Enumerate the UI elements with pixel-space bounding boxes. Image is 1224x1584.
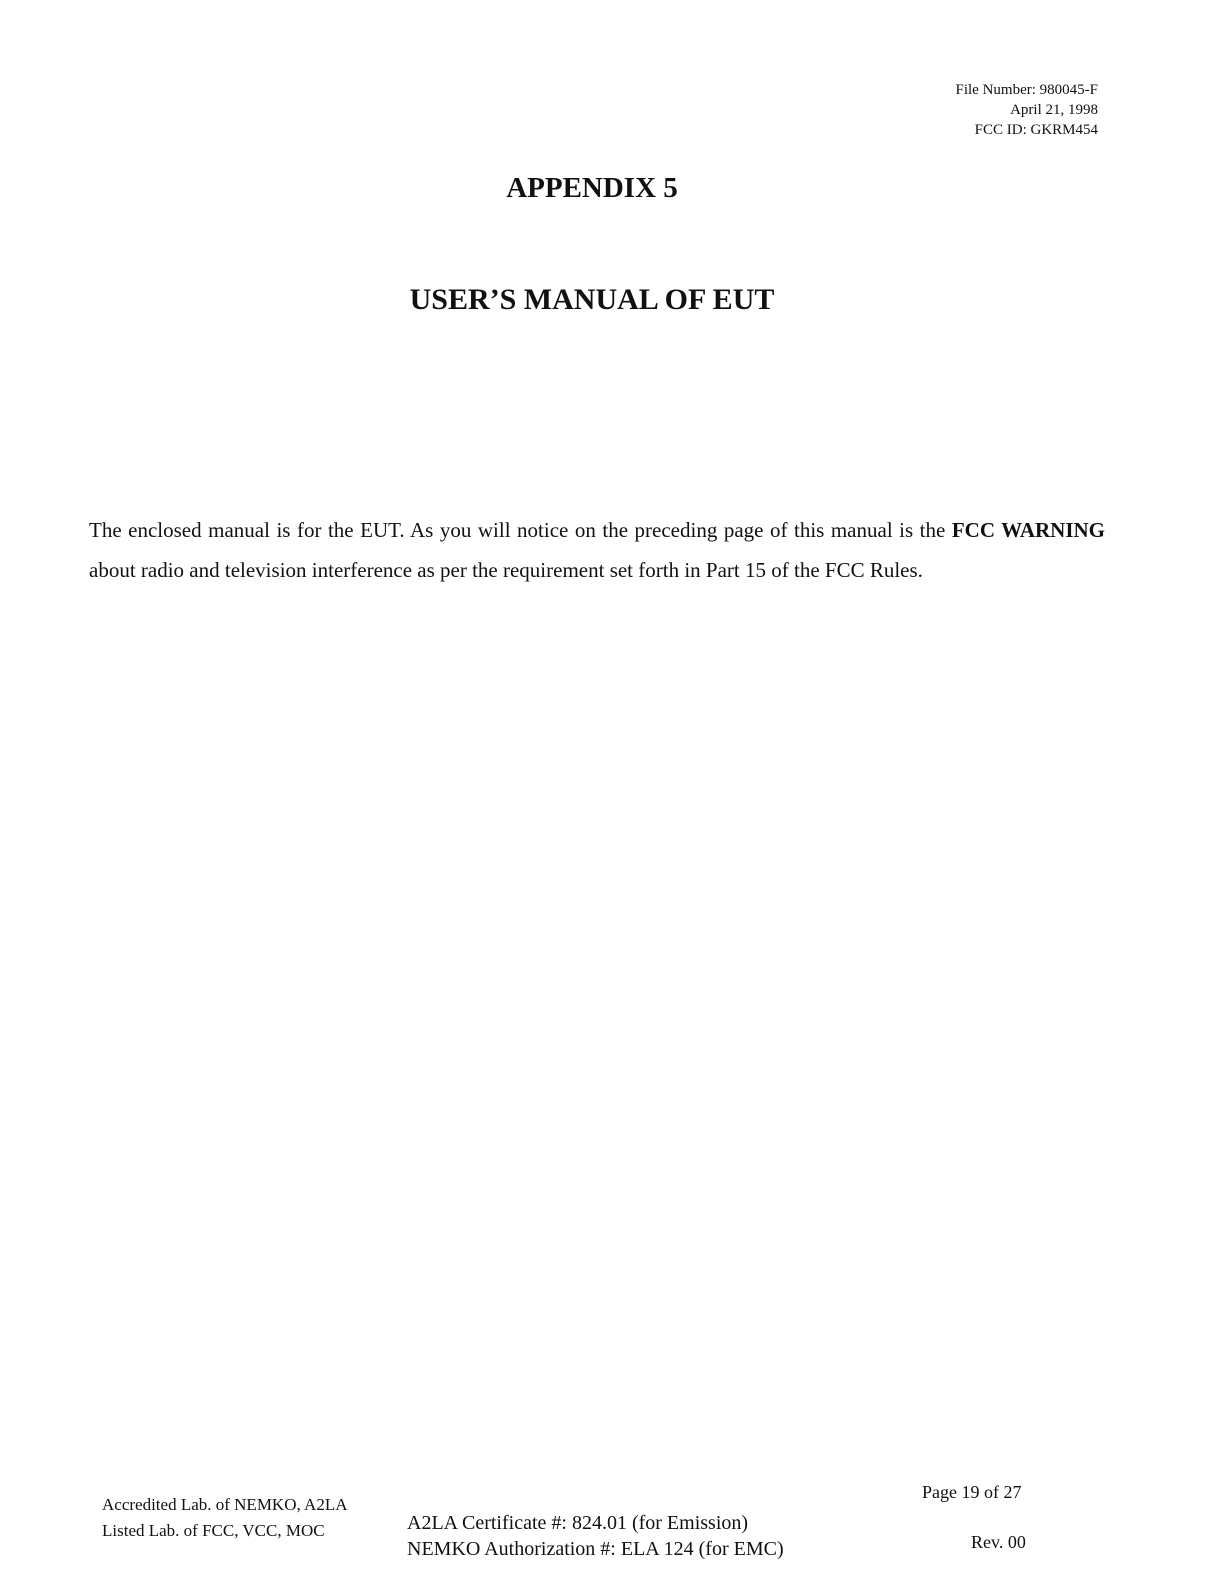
revision: Rev. 00: [971, 1532, 1026, 1552]
body-paragraph: [89, 510, 1105, 590]
fcc-id: FCC ID: GKRM454: [974, 122, 1098, 138]
listed-lab: Listed Lab. of FCC, VCC, MOC: [102, 1521, 325, 1540]
manual-title: USER’S MANUAL OF EUT: [409, 283, 775, 316]
body-text-part2: about radio and television interference as per the requirement set forth in Part 15 of the FCC Rules.: [89, 558, 923, 582]
document-header: [956, 80, 1099, 140]
page-number: Page 19 of 27: [922, 1482, 1022, 1502]
appendix-title: APPENDIX 5: [506, 172, 678, 204]
a2la-certificate: A2LA Certificate #: 824.01 (for Emission): [407, 1512, 749, 1534]
footer-accreditation: [102, 1492, 348, 1544]
file-number: File Number: 980045-F: [955, 82, 1098, 98]
body-text-part1: The enclosed manual is for the EUT. As you will notice on the preceding page of this manual is the: [89, 518, 952, 542]
footer-certificates: [407, 1510, 784, 1562]
nemko-authorization: NEMKO Authorization #: ELA 124 (for EMC): [407, 1538, 784, 1560]
accredited-lab: Accredited Lab. of NEMKO, A2LA: [102, 1495, 348, 1514]
fcc-warning-text: FCC WARNING: [951, 518, 1105, 542]
document-date: April 21, 1998: [1010, 102, 1098, 118]
